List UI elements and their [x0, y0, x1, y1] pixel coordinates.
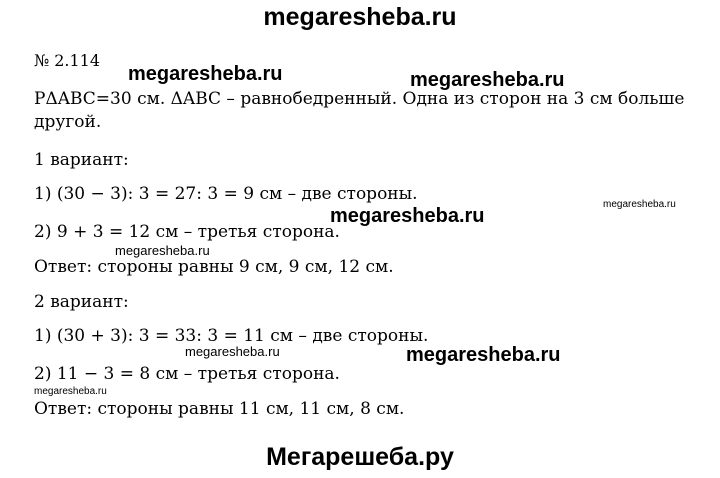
variant-2-step-1: 1) (30 + 3): 3 = 33: 3 = 11 см – две стороны.	[34, 326, 429, 346]
variant-2-answer: Ответ: стороны равны 11 см, 11 см, 8 см.	[34, 399, 405, 419]
watermark: megaresheba.ru	[603, 199, 676, 210]
variant-1-step-1: 1) (30 − 3): 3 = 27: 3 = 9 см – две стороны.	[34, 184, 418, 204]
variant-1-step-2: 2) 9 + 3 = 12 см – третья сторона.	[34, 222, 340, 242]
watermark: megaresheba.ru	[406, 344, 561, 366]
variant-2-step-2: 2) 11 − 3 = 8 см – третья сторона.	[34, 364, 340, 384]
problem-statement-line-1: PΔABC=30 см. ΔABC – равнобедренный. Одна из сторон на 3 см больше	[34, 89, 685, 109]
variant-1-answer: Ответ: стороны равны 9 см, 9 см, 12 см.	[34, 257, 394, 277]
watermark: megaresheba.ru	[410, 69, 565, 91]
variant-2-title: 2 вариант:	[34, 292, 129, 312]
variant-1-title: 1 вариант:	[34, 150, 129, 170]
problem-statement-line-2: другой.	[34, 112, 102, 132]
site-header: megaresheba.ru	[263, 3, 457, 31]
watermark: megaresheba.ru	[185, 344, 280, 359]
watermark: megaresheba.ru	[115, 243, 210, 258]
watermark: megaresheba.ru	[128, 63, 283, 85]
site-footer: Мегарешеба.ру	[266, 443, 454, 471]
problem-number: № 2.114	[34, 51, 101, 70]
watermark: megaresheba.ru	[330, 205, 485, 227]
watermark: megaresheba.ru	[34, 386, 107, 397]
